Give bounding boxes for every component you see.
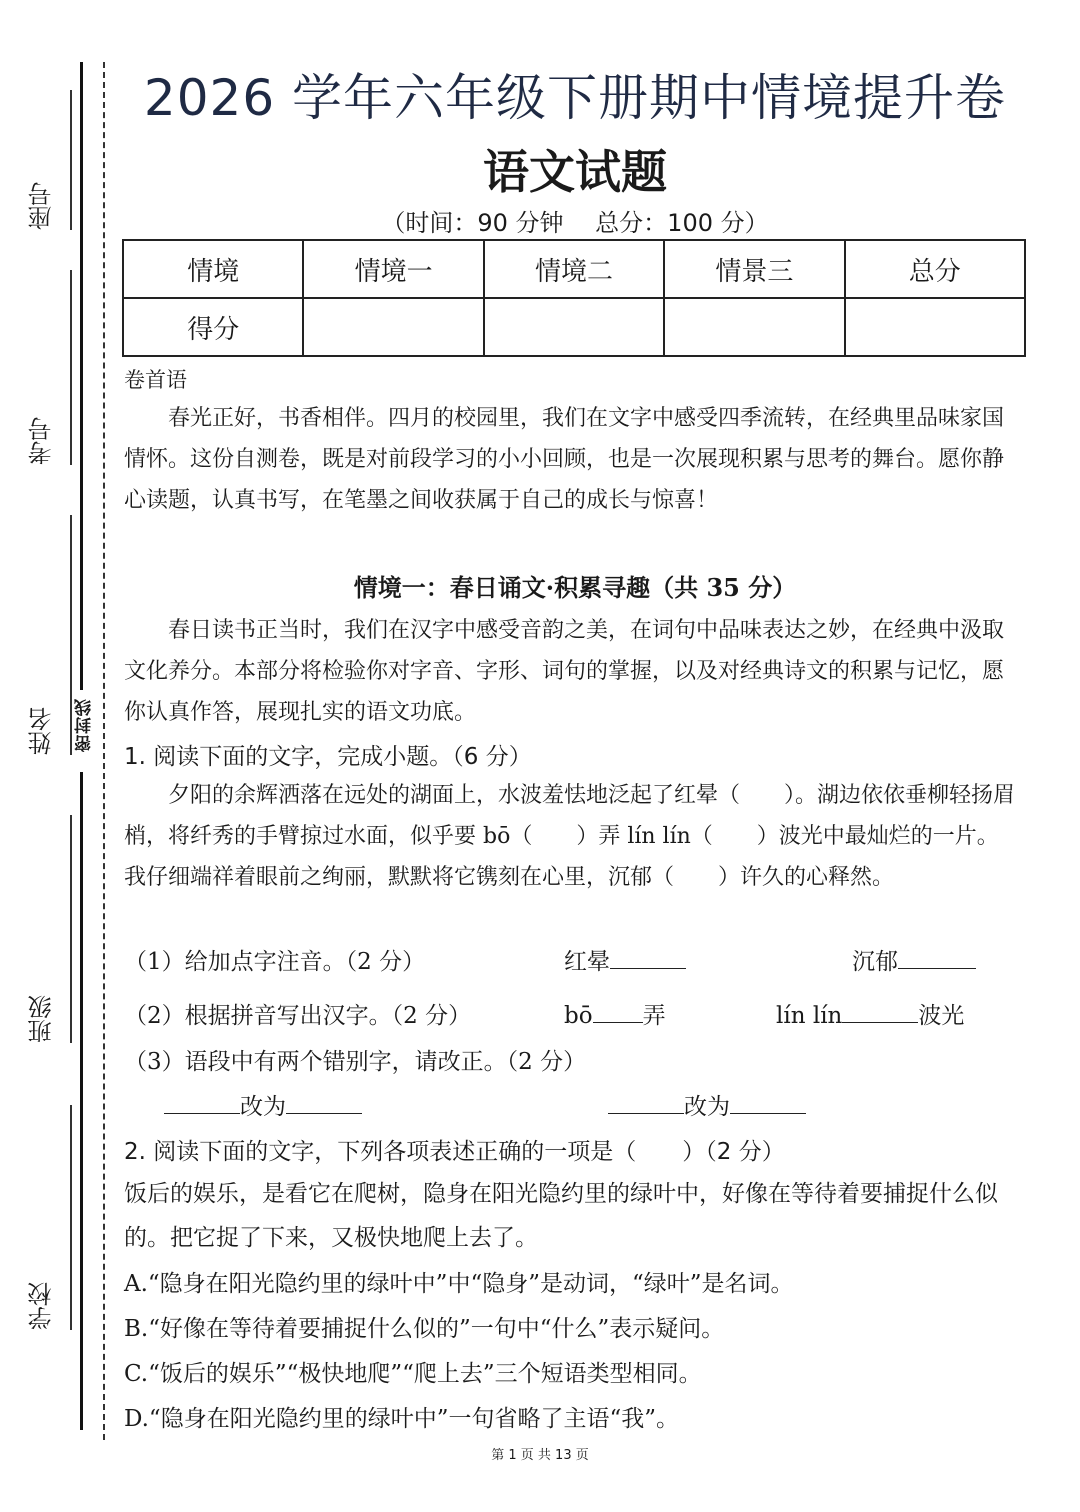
- score-row-label: 得分: [123, 298, 303, 356]
- page-subtitle: 语文试题: [483, 145, 667, 199]
- answer-blank[interactable]: [730, 1093, 806, 1114]
- school-label: 学校: [28, 1282, 56, 1330]
- score-cell[interactable]: [303, 298, 483, 356]
- answer-blank[interactable]: [593, 1002, 643, 1023]
- q1-sub3: （3）语段中有两个错别字，请改正。（2 分）: [124, 1049, 587, 1075]
- preface-label: 卷首语: [124, 368, 187, 392]
- time-info: （时间：90 分钟 总分：100 分）: [381, 209, 769, 237]
- name-underline: [70, 515, 72, 755]
- score-header-cell: 总分: [845, 240, 1025, 298]
- answer-blank[interactable]: [610, 948, 686, 969]
- answer-blank[interactable]: [842, 1002, 918, 1023]
- seal-line-label: 密封线: [75, 698, 95, 752]
- q1-sub2: （2）根据拼音写出汉字。（2 分）: [124, 1003, 472, 1029]
- score-header-cell: 情境一: [303, 240, 483, 298]
- page-footer: 第 1 页 共 13 页: [491, 1448, 589, 1463]
- score-table: [122, 239, 1026, 357]
- q2-option-a[interactable]: A.“隐身在阳光隐约里的绿叶中”中“隐身”是动词，“绿叶”是名词。: [124, 1271, 794, 1297]
- q2-passage: 饭后的娱乐，是看它在爬树，隐身在阳光隐约里的绿叶中，好像在等待着要捕捉什么似的。把它捉了下来，又极快地爬上去了。: [124, 1181, 998, 1251]
- q1-sub2-a: bō 弄: [564, 1003, 666, 1029]
- q1-sub3-correction-1: 改为: [164, 1088, 362, 1121]
- score-cell[interactable]: [484, 298, 664, 356]
- answer-blank[interactable]: [898, 948, 976, 969]
- q1-sub1-b: 沉郁: [852, 943, 976, 976]
- seat-label: 座号: [28, 182, 56, 230]
- school-field[interactable]: [24, 1105, 54, 1330]
- binding-dashed-line: [103, 62, 105, 1440]
- exam-no-field[interactable]: [24, 270, 54, 465]
- q1-sub2-b: lín lín 波光: [776, 1003, 965, 1029]
- class-label: 班级: [28, 995, 56, 1043]
- q2-option-d[interactable]: D.“隐身在阳光隐约里的绿叶中”一句省略了主语“我”。: [124, 1406, 679, 1432]
- binding-margin: [0, 0, 118, 1512]
- answer-blank[interactable]: [286, 1093, 362, 1114]
- score-header-cell: 情景三: [664, 240, 844, 298]
- section1-intro: 春日读书正当时，我们在汉字中感受音韵之美，在词句中品味表达之妙，在经典中汲取文化养分。本部分将检验你对字音、字形、词句的掌握，以及对经典诗文的积累与记忆，愿你认真作答，展现扎实的语文功底。: [124, 618, 1005, 725]
- name-field[interactable]: [24, 515, 54, 755]
- class-underline: [70, 815, 72, 1043]
- answer-blank[interactable]: [164, 1093, 240, 1114]
- score-cell[interactable]: [845, 298, 1025, 356]
- section1-heading: 情境一：春日诵文·积累寻趣（共 35 分）: [353, 573, 797, 602]
- school-underline: [70, 1105, 72, 1330]
- page-title: 2026 学年六年级下册期中情境提升卷: [143, 69, 1007, 127]
- preface-text: 春光正好，书香相伴。四月的校园里，我们在文字中感受四季流转，在经典里品味家国情怀。这份自测卷，既是对前段学习的小小回顾，也是一次展现积累与思考的舞台。愿你静心读题，认真书写，在笔墨之间收获属于自己的成长与惊喜！: [124, 406, 1005, 513]
- score-header-cell: 情境二: [484, 240, 664, 298]
- q1-title: 1. 阅读下面的文字，完成小题。（6 分）: [124, 744, 532, 770]
- q2-option-b[interactable]: B.“好像在等待着要捕捉什么似的”一句中“什么”表示疑问。: [124, 1316, 725, 1342]
- seat-field[interactable]: [24, 90, 54, 230]
- name-label: 姓名: [28, 707, 56, 755]
- q1-sub3-correction-2: 改为: [608, 1088, 806, 1121]
- q2-title: 2. 阅读下面的文字，下列各项表述正确的一项是（ ）（2 分）: [124, 1139, 785, 1165]
- q1-sub1: （1）给加点字注音。（2 分）: [124, 949, 426, 975]
- exam-no-label: 考号: [28, 417, 56, 465]
- q1-sub1-a: 红晕: [564, 943, 686, 976]
- q1-passage: 夕阳的余辉洒落在远处的湖面上，水波羞怯地泛起了红晕（ ）。湖边依依垂柳轻扬眉梢，将纤秀的手臂掠过水面，似乎要 bō（ ）弄 lín lín（ ）波光中最灿烂的一片。我仔细端祥着眼前之绚丽，默默将它镌刻在心里，沉郁（ ）许久的心释然。: [124, 783, 1016, 890]
- score-header-cell: 情境: [123, 240, 303, 298]
- q2-option-c[interactable]: C.“饭后的娱乐”“极快地爬”“爬上去”三个短语类型相同。: [124, 1361, 702, 1387]
- seat-underline: [70, 90, 72, 230]
- answer-blank[interactable]: [608, 1093, 684, 1114]
- score-cell[interactable]: [664, 298, 844, 356]
- class-field[interactable]: [24, 815, 54, 1043]
- exam-no-underline: [70, 270, 72, 465]
